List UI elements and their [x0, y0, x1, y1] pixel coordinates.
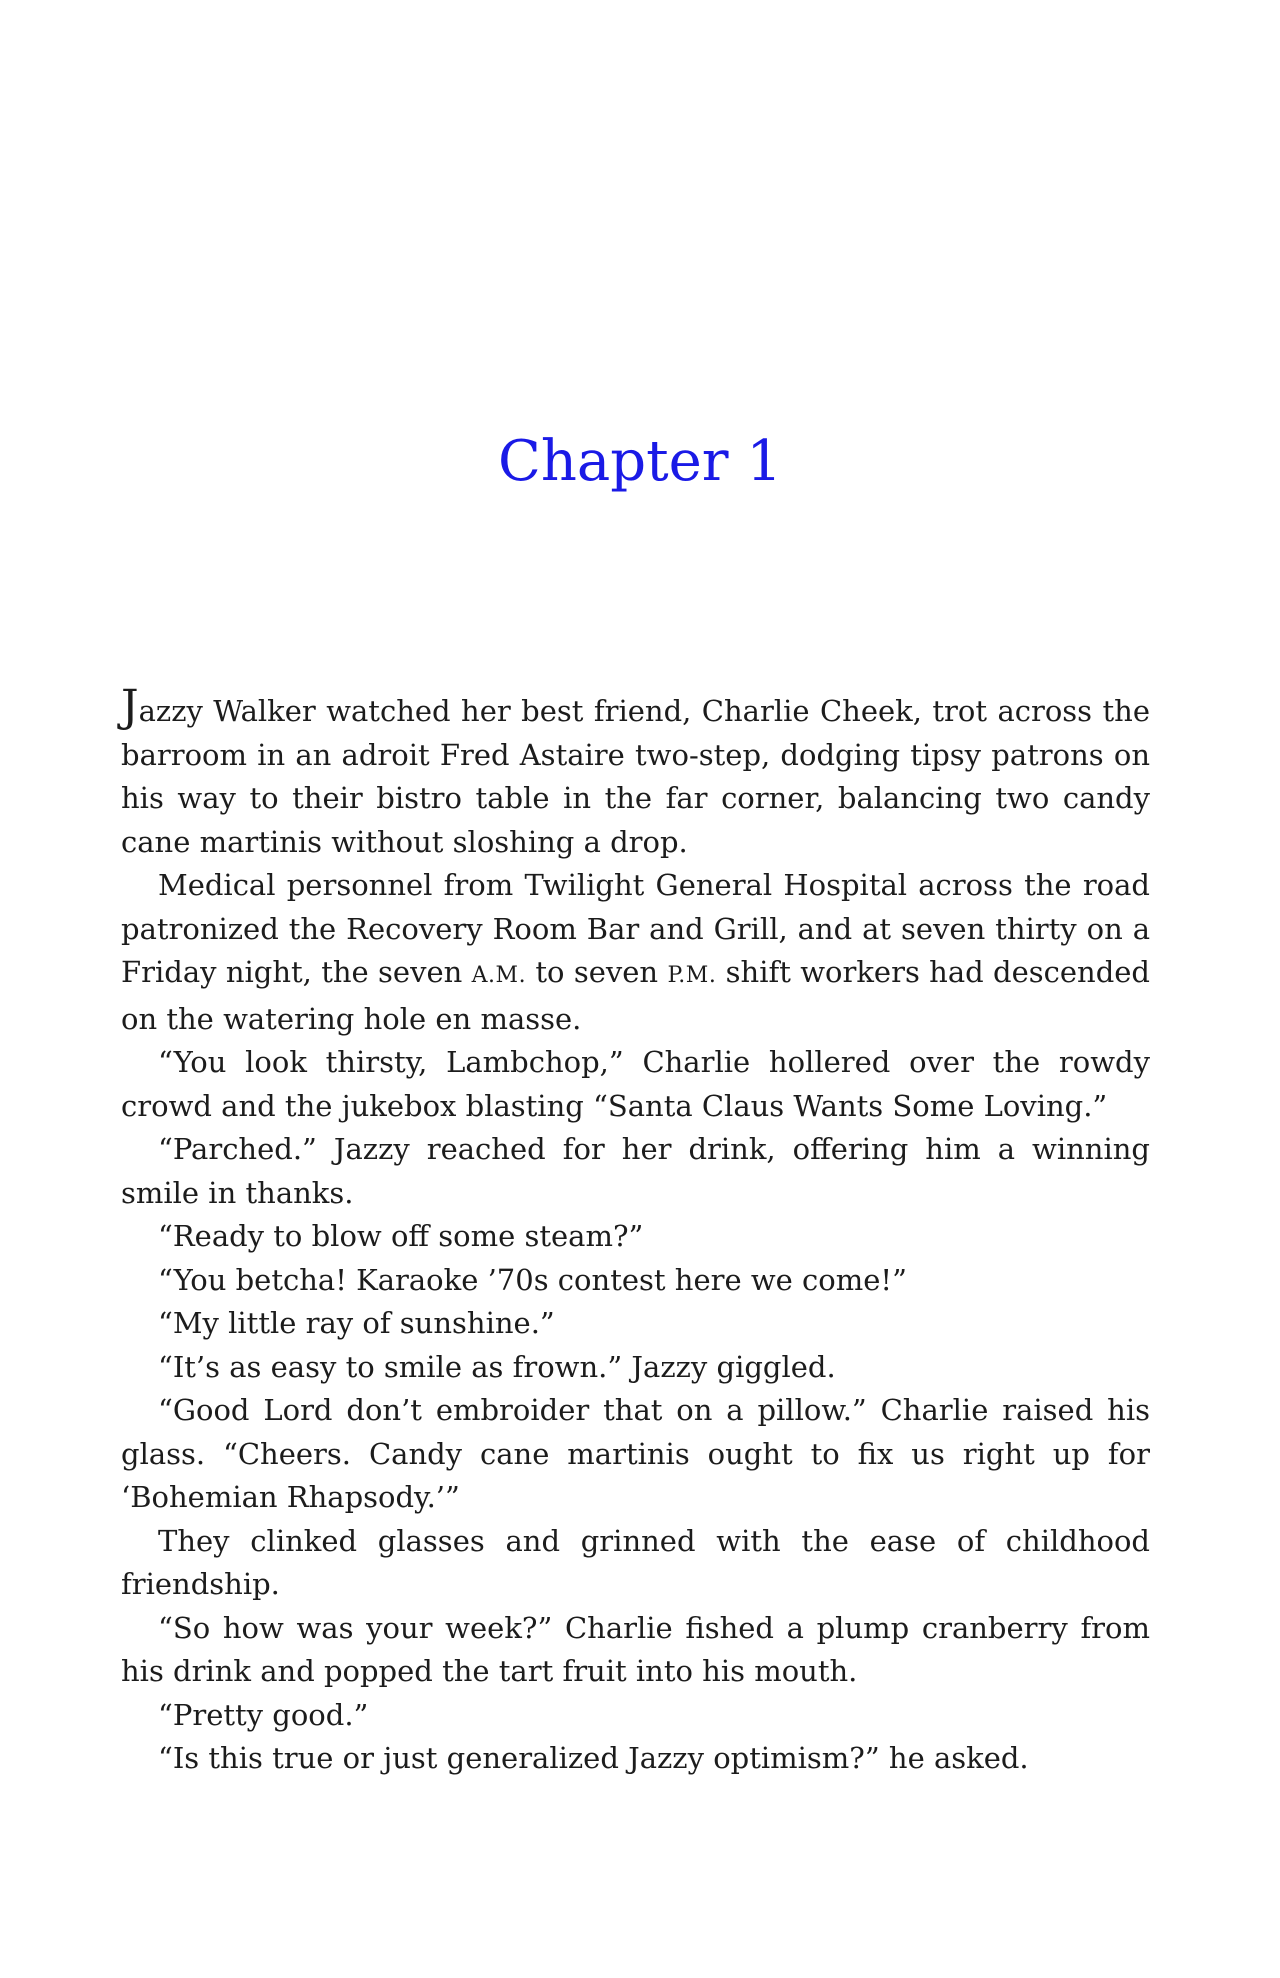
small-caps-am: A.M.	[471, 963, 527, 988]
paragraph: “So how was your week?” Charlie fished a plump cranberry from his drink and popped the tart fruit into his mouth.	[121, 1610, 1150, 1688]
paragraph: “Ready to blow off some steam?”	[158, 1219, 644, 1253]
paragraph: “Pretty good.”	[158, 1697, 369, 1732]
paragraph-text: azzy Walker watched her best friend, Charlie Cheek, trot across the barroom in an adroit Fred Astaire two-step, dodging tipsy patrons on his way to their bistro table in the far corner, balancing two candy cane martinis without sloshing a drop.	[121, 694, 1150, 859]
paragraph: “You look thirsty, Lambchop,” Charlie hollered over the rowdy crowd and the jukebox blasting “Santa Claus Wants Some Loving.”	[121, 1045, 1150, 1123]
paragraph-text: to seven	[526, 955, 668, 989]
paragraph: “Is this true or just generalized Jazzy optimism?” he asked.	[158, 1741, 1029, 1775]
paragraph: They clinked glasses and grinned with the ease of childhood friendship.	[121, 1523, 1150, 1601]
paragraph-text: Medical personnel from Twilight General Hospital across the road patronized the Recovery Room Bar and Grill, and at seven thirty on a Friday night, the seven	[121, 868, 1150, 989]
paragraph	[121, 681, 1150, 864]
paragraph: “It’s as easy to smile as frown.” Jazzy giggled.	[158, 1349, 836, 1384]
chapter-title: Chapter 1	[498, 429, 782, 494]
paragraph-text: shift workers had descended on the watering hole en masse.	[121, 955, 1150, 1036]
chapter-body	[121, 681, 1150, 1781]
paragraph: “You betcha! Karaoke ’70s contest here we come!”	[158, 1262, 907, 1297]
drop-cap: J	[121, 681, 139, 732]
small-caps-pm: P.M.	[667, 963, 717, 988]
paragraph: “Parched.” Jazzy reached for her drink, offering him a winning smile in thanks.	[121, 1132, 1150, 1210]
paragraph: “Good Lord don’t embroider that on a pillow.” Charlie raised his glass. “Cheers. Candy cane martinis ought to fix us right up for ‘Bohemian Rhapsody.’”	[121, 1393, 1150, 1514]
paragraph	[121, 864, 1150, 1041]
paragraph: “My little ray of sunshine.”	[158, 1306, 555, 1340]
